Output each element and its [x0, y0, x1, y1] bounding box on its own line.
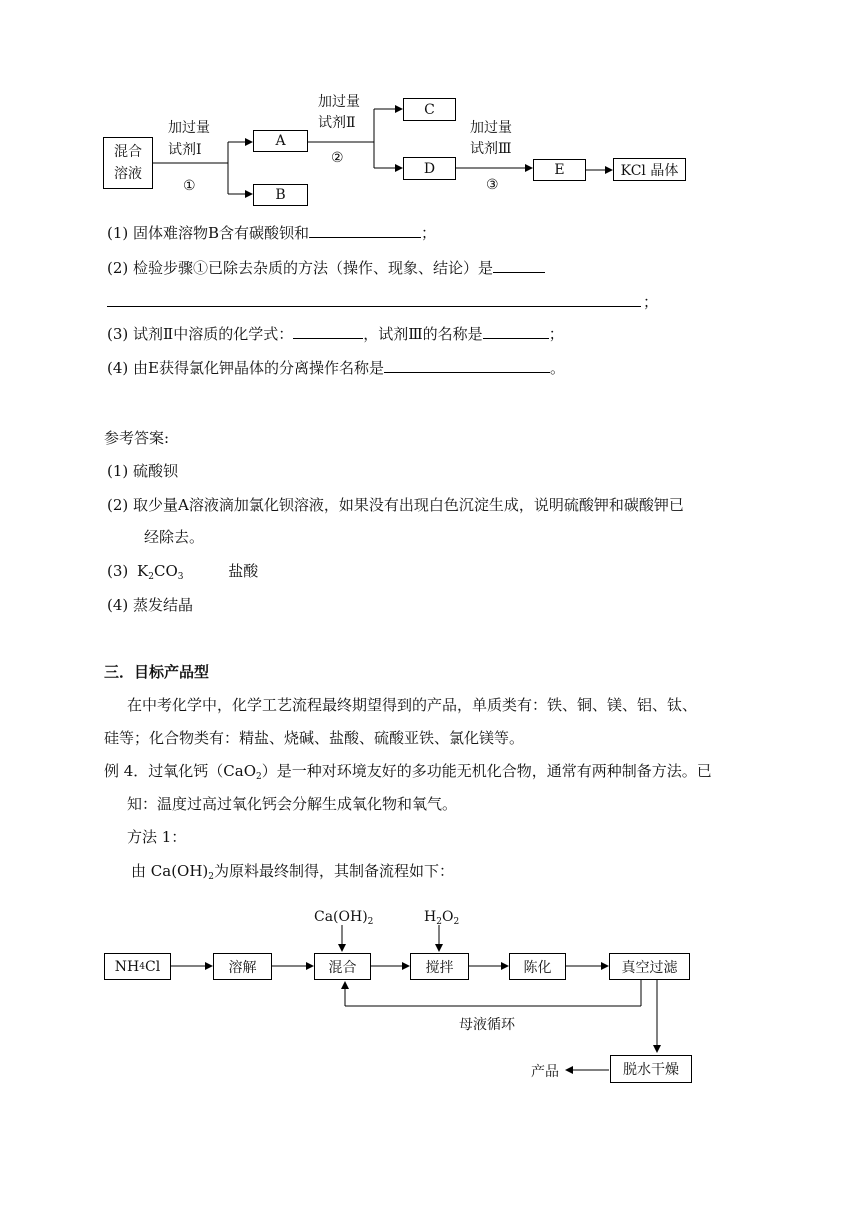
nh4cl-nh: NH — [114, 958, 140, 975]
h2o2-o: O — [441, 909, 454, 925]
h2o2-h: H — [424, 909, 437, 925]
section-3-paragraph-line2: 硅等；化合物类有：精盐、烧碱、盐酸、硫酸亚铁、氯化镁等。 — [104, 729, 525, 747]
nh4cl-box — [104, 953, 171, 980]
formula-k: K — [137, 562, 149, 580]
h2o2-sub2: 2 — [453, 917, 460, 927]
question-2-end: ； — [643, 293, 659, 311]
mixed-solution-line1: 混合 — [114, 144, 142, 160]
section-3-heading: 三．目标产品型 — [104, 663, 210, 681]
mixed-solution-box — [103, 137, 153, 189]
reagent1-label-line2: 试剂Ⅰ — [168, 142, 202, 158]
method-1-sub: 2 — [208, 872, 215, 882]
answer-3 — [107, 560, 258, 582]
answer-4: (4) 蒸发结晶 — [107, 596, 194, 614]
example-4-line1 — [104, 760, 712, 782]
answer-2-line2: 经除去。 — [144, 528, 205, 546]
question-4-text: (4) 由E获得氯化钾晶体的分离操作名称是 — [107, 359, 384, 377]
nh4cl-cl: Cl — [145, 958, 161, 975]
step3-label: ③ — [486, 177, 499, 193]
caoh2-text: Ca(OH) — [314, 909, 368, 925]
mother-liquor-recycle-label: 母液循环 — [459, 1017, 515, 1033]
box-C: C — [403, 98, 456, 121]
mixed-solution-line2: 溶液 — [114, 166, 142, 182]
nh4cl-sub: 4 — [139, 961, 145, 972]
question-2-text: (2) 检验步骤①已除去杂质的方法（操作、现象、结论）是 — [107, 259, 494, 277]
reagent2-label-line1: 加过量 — [318, 94, 360, 110]
reagent1-label-line1: 加过量 — [168, 120, 210, 136]
h2o2-sub1: 2 — [436, 917, 442, 927]
aging-box: 陈化 — [509, 953, 566, 980]
question-1-end: ； — [421, 224, 437, 242]
question-1 — [107, 222, 436, 243]
box-D: D — [403, 157, 456, 180]
dissolve-box: 溶解 — [213, 953, 272, 980]
method-1-label: 方法 1： — [127, 828, 187, 846]
answer-3-formula — [137, 562, 183, 580]
method-1-description — [131, 860, 454, 882]
answer-3-prefix: (3) — [107, 562, 129, 580]
mix-box: 混合 — [314, 953, 371, 980]
method-1-text-a: 由 Ca(OH) — [131, 862, 209, 880]
example-4-text-b: ）是一种对环境友好的多功能无机化合物，通常有两种制备方法。已 — [261, 762, 712, 780]
question-2-blank-b[interactable] — [107, 306, 641, 307]
question-2 — [107, 257, 545, 278]
formula-sub-2: 2 — [148, 572, 154, 582]
formula-co: CO — [153, 562, 178, 580]
answer-2-line1: (2) 取少量A溶液滴加氯化钡溶液，如果没有出现白色沉淀生成，说明硫酸钾和碳酸钾已 — [107, 496, 684, 514]
reagent2-label-line2: 试剂Ⅱ — [318, 115, 356, 131]
product-label: 产品 — [531, 1064, 559, 1080]
caoh2-sub: 2 — [367, 917, 374, 927]
question-3-text-b: ，试剂Ⅲ的名称是 — [363, 325, 483, 343]
box-A: A — [253, 130, 308, 152]
question-4-end: 。 — [549, 359, 565, 377]
question-1-text: (1) 固体难溶物B含有碳酸钡和 — [107, 224, 310, 242]
h2o2-label — [424, 909, 459, 927]
stir-box: 搅拌 — [410, 953, 469, 980]
reagent3-label-line1: 加过量 — [470, 120, 512, 136]
question-4-blank[interactable] — [384, 358, 550, 373]
question-3 — [107, 323, 564, 344]
question-2-blank-a[interactable] — [493, 258, 545, 273]
section-3-paragraph-line1: 在中考化学中，化学工艺流程最终期望得到的产品，单质类有：铁、铜、镁、铝、钛、 — [127, 696, 698, 714]
answer-3-hcl: 盐酸 — [228, 562, 259, 580]
answers-title: 参考答案: — [104, 429, 170, 447]
question-1-blank[interactable] — [309, 223, 421, 238]
example-4-line2: 知：温度过高过氧化钙会分解生成氧化物和氧气。 — [127, 795, 458, 813]
dehydrate-dry-box: 脱水干燥 — [610, 1055, 692, 1083]
answer-1: (1) 硫酸钡 — [107, 462, 179, 480]
example-4-sub: 2 — [256, 772, 262, 782]
kcl-crystal-box: KCl 晶体 — [613, 158, 686, 181]
example-4-text-a: 例 4．过氧化钙（CaO — [104, 762, 257, 780]
question-3-blank-b[interactable] — [483, 324, 549, 339]
step2-label: ② — [331, 150, 344, 166]
question-4 — [107, 357, 565, 378]
box-B: B — [253, 184, 308, 206]
vacuum-filter-box: 真空过滤 — [609, 953, 690, 980]
question-3-blank-a[interactable] — [293, 324, 363, 339]
formula-sub-3: 3 — [177, 572, 184, 582]
question-3-text-a: (3) 试剂Ⅱ中溶质的化学式： — [107, 325, 294, 343]
caoh2-label — [314, 909, 373, 927]
reagent3-label-line2: 试剂Ⅲ — [470, 141, 512, 157]
question-3-end: ； — [548, 325, 564, 343]
step1-label: ① — [183, 178, 196, 194]
method-1-text-b: 为原料最终制得，其制备流程如下： — [214, 862, 455, 880]
box-E: E — [533, 159, 586, 181]
